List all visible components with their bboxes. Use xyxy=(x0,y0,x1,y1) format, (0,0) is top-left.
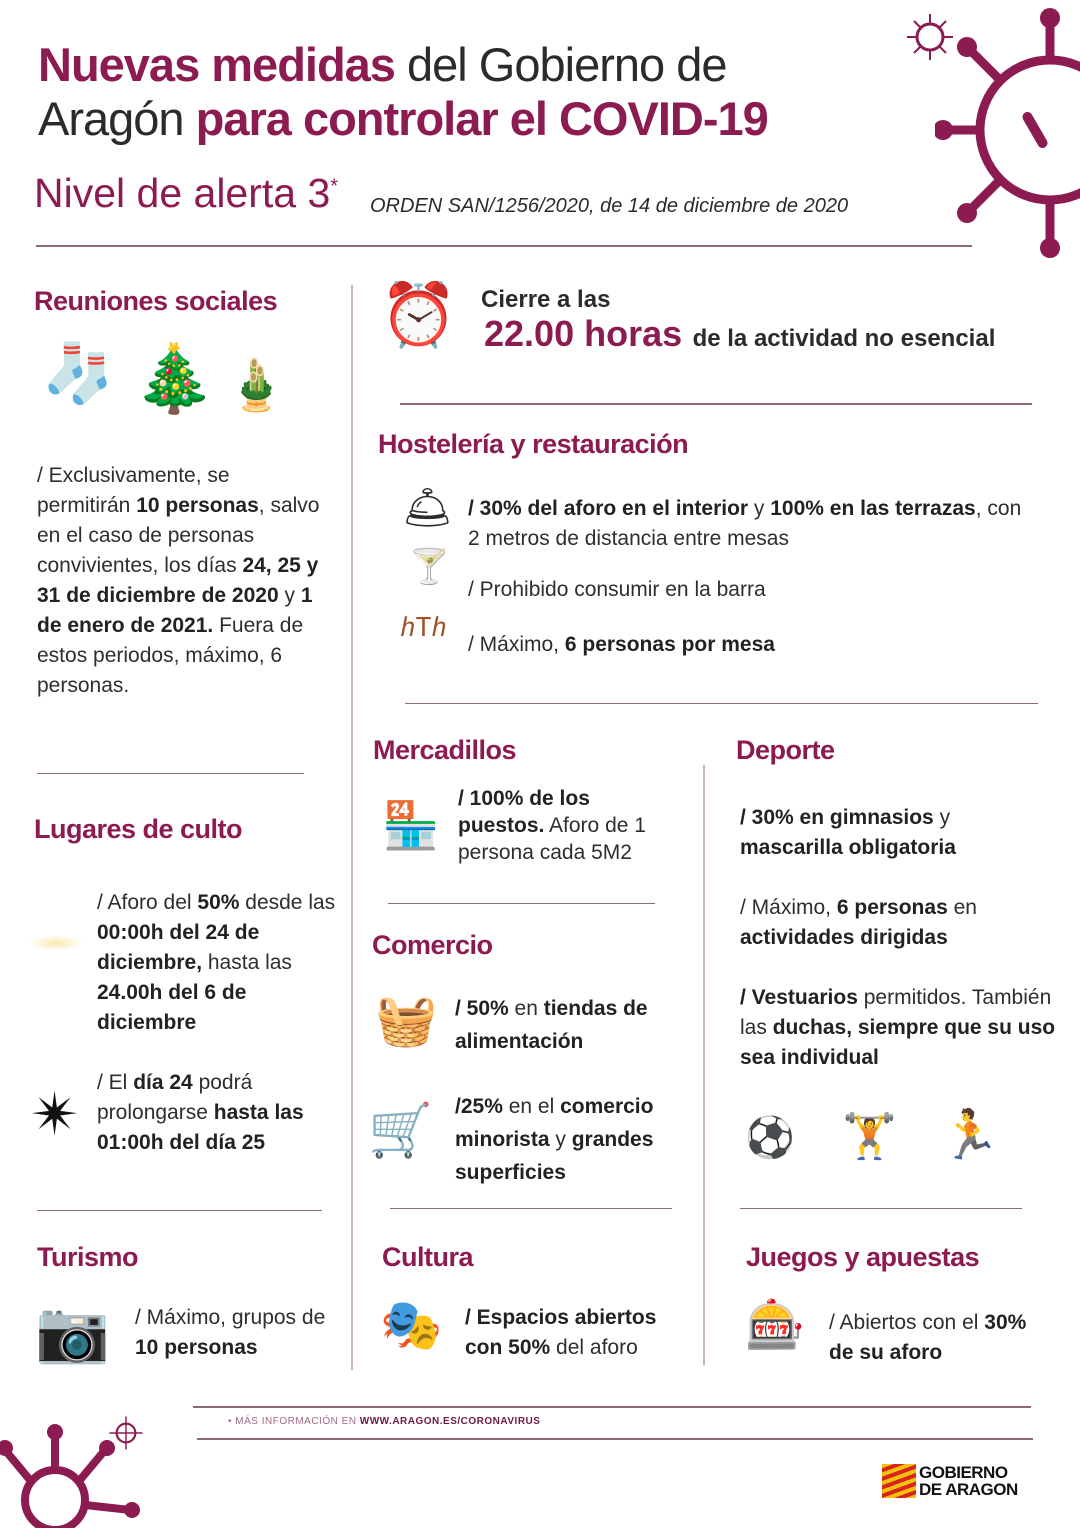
text: , con 2 metros de distancia entre mesas xyxy=(468,497,1022,550)
bold-text: 1 de enero de 2021. xyxy=(37,584,313,637)
text: permitidos. También las xyxy=(740,986,1052,1039)
text: / Abiertos con el xyxy=(829,1311,985,1334)
more-info: • MÁS INFORMACIÓN EN WWW.ARAGON.ES/CORONAVIRUS xyxy=(228,1416,541,1427)
bold-text: Nuevas medidas xyxy=(38,38,395,91)
bold-text: grandes superficies xyxy=(455,1128,654,1184)
text: / Máximo, xyxy=(740,896,837,919)
logo-line-2: DE ARAGON xyxy=(919,1480,1018,1499)
mercadillos-text xyxy=(458,785,673,866)
bold-text: / 50% xyxy=(455,997,509,1020)
closing-label: Cierre a las xyxy=(481,286,611,313)
divider xyxy=(36,245,972,247)
divider xyxy=(388,903,655,904)
comercio-item-1 xyxy=(455,992,690,1058)
bold-text: 6 personas xyxy=(836,896,948,919)
text: / El xyxy=(97,1071,134,1094)
divider xyxy=(197,1438,1033,1440)
comercio-item-2 xyxy=(455,1090,695,1189)
text: Fuera de estos periodos, máximo, 6 personas. xyxy=(37,614,304,697)
aragon-flag-icon xyxy=(882,1464,916,1498)
section-title-culto: Lugares de culto xyxy=(34,814,243,844)
soccer-ball-icon: ⚽ xyxy=(745,1116,795,1160)
culto-item-1 xyxy=(97,888,345,1038)
section-title-mercadillos: Mercadillos xyxy=(373,735,517,765)
bold-text: comercio minorista xyxy=(455,1095,654,1151)
bold-text: 10 personas xyxy=(136,494,259,517)
closing-time-value: 22.00 horas xyxy=(484,313,683,354)
alarm-clock-icon: ⏰ xyxy=(380,281,458,350)
alert-level-text: Nivel de alerta 3 xyxy=(34,170,331,216)
bold-text: 10 personas xyxy=(135,1336,258,1359)
text: / Máximo, xyxy=(468,633,565,656)
cultura-text xyxy=(465,1303,690,1363)
logo-line-1: GOBIERNO xyxy=(919,1463,1008,1482)
hosteleria-item-1 xyxy=(468,494,1038,554)
title-line-2 xyxy=(38,92,768,146)
text: en el xyxy=(502,1095,561,1118)
poker-chips-icon: 🎰 xyxy=(745,1299,805,1352)
section-title-comercio: Comercio xyxy=(372,930,493,960)
more-info-link[interactable]: WWW.ARAGON.ES/CORONAVIRUS xyxy=(359,1416,541,1427)
bold-text: 100% en las terrazas xyxy=(770,497,976,520)
bold-text: tiendas de alimentación xyxy=(455,997,648,1053)
closing-time-rest: de la actividad no esencial xyxy=(692,325,996,352)
section-title-deporte: Deporte xyxy=(736,735,835,765)
text: y xyxy=(748,497,771,520)
section-title-cultura: Cultura xyxy=(382,1242,473,1272)
bold-text: para controlar el COVID-19 xyxy=(195,92,768,145)
text: del aforo xyxy=(550,1336,638,1359)
bold-text: 30% de su aforo xyxy=(829,1311,1027,1364)
gobierno-aragon-logo xyxy=(882,1464,1018,1498)
text: , salvo en el caso de personas convivientes, los días xyxy=(37,494,320,577)
bold-text: / Espacios abiertos con 50% xyxy=(465,1306,657,1359)
section-title-reuniones: Reuniones sociales xyxy=(34,286,278,316)
deporte-item-2 xyxy=(740,893,1040,953)
divider xyxy=(37,773,304,774)
text: y xyxy=(933,806,951,829)
runner-icon: 🏃 xyxy=(940,1109,1000,1162)
title-line-1 xyxy=(38,38,768,92)
divider xyxy=(193,1406,1031,1408)
bold-text: actividades dirigidas xyxy=(740,926,948,949)
grocery-basket-icon: 🧺 xyxy=(375,992,438,1048)
section-title-turismo: Turismo xyxy=(37,1242,139,1272)
deporte-item-3 xyxy=(740,983,1060,1073)
hosteleria-item-2 xyxy=(468,575,1038,605)
market-stall-icon: 🏪 xyxy=(382,799,440,851)
text: podrá prolongarse xyxy=(97,1071,253,1124)
bold-text: / 100% de los puestos. xyxy=(458,787,590,837)
deporte-item-1 xyxy=(740,803,1040,863)
hosteleria-item-3 xyxy=(468,630,1038,660)
text: / Prohibido consumir en la barra xyxy=(468,578,766,601)
bold-text: 24, 25 y 31 de diciembre de 2020 xyxy=(37,554,319,607)
bold-text: 6 personas por mesa xyxy=(564,633,775,656)
culto-item-2 xyxy=(97,1068,337,1158)
bold-text: hasta las 01:00h del día 25 xyxy=(97,1101,304,1154)
page-title xyxy=(38,38,768,146)
bold-text: día 24 xyxy=(133,1071,193,1094)
bold-text: / 30% en gimnasios xyxy=(740,806,934,829)
small-virus-icon-bottom xyxy=(108,1415,144,1451)
text: en xyxy=(947,896,977,919)
virus-icon xyxy=(935,0,1080,260)
section-title-juegos: Juegos y apuestas xyxy=(746,1242,980,1272)
bold-text: / 30% del aforo en el interior xyxy=(468,497,749,520)
theater-masks-icon: 🎭 xyxy=(380,1297,443,1353)
alert-level-footnote-mark: * xyxy=(330,175,339,198)
section-title-hosteleria: Hostelería y restauración xyxy=(378,429,689,459)
column-divider xyxy=(703,765,705,1365)
cocktail-icon: 🍸 xyxy=(408,548,451,586)
bold-text: duchas, siempre que su uso sea individual xyxy=(740,1016,1056,1069)
christmas-tree-icon: 🎄 xyxy=(133,341,216,415)
divider xyxy=(405,703,1038,704)
divider xyxy=(390,1208,672,1209)
turismo-text xyxy=(135,1303,335,1363)
more-info-label: MÁS INFORMACIÓN EN xyxy=(235,1416,360,1427)
text: Aragón xyxy=(38,92,196,145)
column-divider xyxy=(351,285,353,1370)
text: / Exclusivamente, se permitirán xyxy=(37,464,230,517)
weightlifter-icon: 🏋 xyxy=(842,1112,897,1161)
text: del Gobierno de xyxy=(394,38,727,91)
ornaments-icon: 🎍 xyxy=(225,357,288,413)
text: Aforo de 1 persona cada 5M2 xyxy=(458,814,646,864)
bold-text: 24.00h del 6 de diciembre xyxy=(97,981,247,1034)
sparkle-star-icon: ✴ xyxy=(30,1081,81,1148)
text: y xyxy=(278,584,301,607)
bold-text: mascarilla obligatoria xyxy=(740,836,956,859)
shopping-cart-icon: 🛒 xyxy=(368,1102,433,1160)
reuniones-text xyxy=(37,461,322,701)
light-glow-icon xyxy=(28,935,84,951)
bold-text: 00:00h del 24 de diciembre, xyxy=(97,921,260,974)
table-chairs-icon: ℎTℎ xyxy=(400,613,447,643)
divider xyxy=(400,403,1032,405)
juegos-text xyxy=(829,1308,1029,1368)
bold-text: / Vestuarios xyxy=(740,986,858,1009)
closing-time xyxy=(484,313,995,355)
text: en xyxy=(508,997,544,1020)
divider xyxy=(37,1210,322,1211)
camera-icon: 📷 xyxy=(35,1298,110,1365)
small-virus-icon xyxy=(905,12,955,62)
text: desde las xyxy=(239,891,336,914)
text: hasta las xyxy=(202,951,292,974)
divider xyxy=(740,1208,1022,1209)
serving-cloche-icon: 🛎 xyxy=(402,486,453,530)
bold-text: 50% xyxy=(197,891,240,914)
alert-level xyxy=(34,170,338,217)
text: y xyxy=(549,1128,572,1151)
text: / Aforo del xyxy=(97,891,198,914)
text: / Máximo, grupos de xyxy=(135,1306,326,1329)
bold-text: /25% xyxy=(455,1095,503,1118)
order-reference: ORDEN SAN/1256/2020, de 14 de diciembre de 2020 xyxy=(370,195,849,217)
stocking-icon: 🧦 xyxy=(42,341,115,406)
